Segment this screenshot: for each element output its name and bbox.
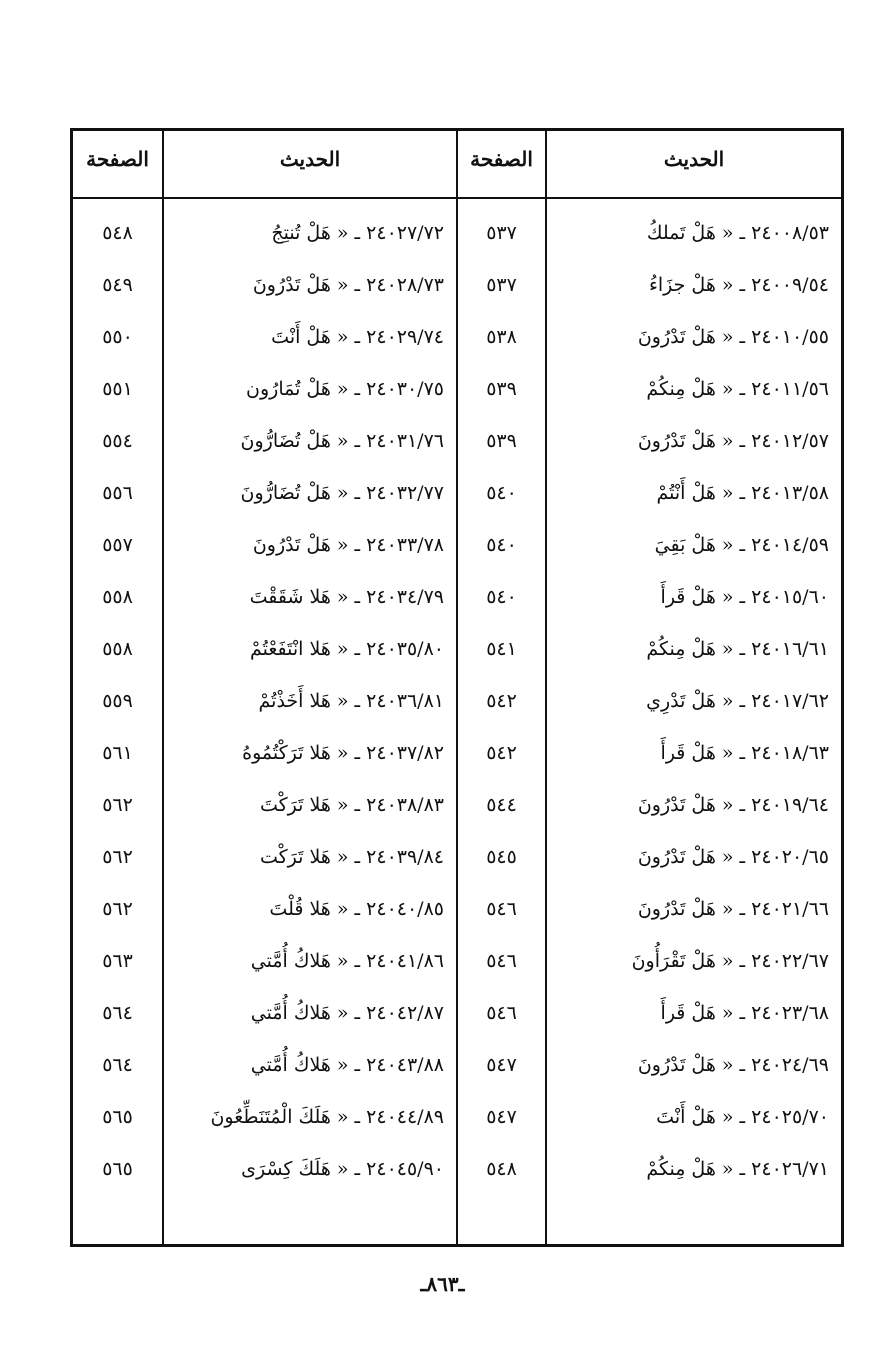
table-row xyxy=(73,779,841,831)
left-hadith-entry: ٢٤٠٣٩/٨٤ ـ « هَلا تَرَكْت xyxy=(259,846,444,868)
left-hadith-entry: ٢٤٠٣١/٧٦ ـ « هَلْ تُضَارُّونَ xyxy=(240,430,444,452)
table-row xyxy=(73,935,841,987)
right-hadith-entry: ٢٤٠٠٨/٥٣ ـ « هَلْ تَملكُ xyxy=(646,222,829,244)
right-page-number: ٥٤٦ xyxy=(486,1002,517,1024)
table-row xyxy=(73,623,841,675)
right-hadith-entry: ٢٤٠٢٢/٦٧ ـ « هَلْ تَقْرَأُونَ xyxy=(631,950,829,972)
right-page-number: ٥٤١ xyxy=(486,638,517,660)
right-hadith-entry: ٢٤٠١٣/٥٨ ـ « هَلْ أَنْتُمْ xyxy=(656,482,829,504)
right-hadith-entry: ٢٤٠٢٤/٦٩ ـ « هَلْ تَدْرُونَ xyxy=(637,1054,829,1076)
left-hadith-header: الحديث xyxy=(279,147,341,171)
right-page-number: ٥٤٨ xyxy=(486,1158,517,1180)
right-page-number: ٥٤٤ xyxy=(486,794,517,816)
right-page-number: ٥٤٠ xyxy=(486,482,517,504)
right-hadith-entry: ٢٤٠١٨/٦٣ ـ « هَلْ قَرأَ xyxy=(660,742,829,764)
hadith-index-table xyxy=(70,128,844,1247)
left-page-number: ٥٦٢ xyxy=(102,898,133,920)
right-hadith-entry: ٢٤٠٢١/٦٦ ـ « هَلْ تَدْرُونَ xyxy=(637,898,829,920)
right-page-number: ٥٤٧ xyxy=(486,1054,517,1076)
table-row xyxy=(73,883,841,935)
right-page-number: ٥٤٠ xyxy=(486,534,517,556)
left-hadith-entry: ٢٤٠٣٢/٧٧ ـ « هَلْ تُضَارُّونَ xyxy=(240,482,444,504)
left-page-header: الصفحة xyxy=(86,147,149,171)
left-page-number: ٥٦٢ xyxy=(102,794,133,816)
left-hadith-entry: ٢٤٠٢٧/٧٢ ـ « هَلْ تُنتِجُ xyxy=(271,222,444,244)
left-hadith-entry: ٢٤٠٤٢/٨٧ ـ « هَلاكُ أُمَّتي xyxy=(250,1002,444,1024)
left-page-number: ٥٦٥ xyxy=(102,1106,133,1128)
left-page-number: ٥٥٨ xyxy=(102,586,133,608)
right-hadith-entry: ٢٤٠١٩/٦٤ ـ « هَلْ تَدْرُونَ xyxy=(637,794,829,816)
table-row xyxy=(73,363,841,415)
table-row xyxy=(73,675,841,727)
table-row xyxy=(73,1039,841,1091)
right-page-number: ٥٣٧ xyxy=(486,274,517,296)
table-row xyxy=(73,831,841,883)
right-hadith-entry: ٢٤٠٢٥/٧٠ ـ « هَلْ أَنْتَ xyxy=(656,1106,829,1128)
right-hadith-header: الحديث xyxy=(663,147,725,171)
left-page-number: ٥٦٣ xyxy=(102,950,133,972)
right-hadith-entry: ٢٤٠١٦/٦١ ـ « هَلْ مِنكُمْ xyxy=(646,638,829,660)
left-page-number: ٥٥٤ xyxy=(102,430,133,452)
right-page-number: ٥٣٨ xyxy=(486,326,517,348)
left-hadith-entry: ٢٤٠٤٤/٨٩ ـ « هَلَكَ الْمُتَنَطِّعُونَ xyxy=(210,1106,444,1128)
header-divider xyxy=(73,197,841,199)
table-row xyxy=(73,519,841,571)
left-hadith-entry: ٢٤٠٣٠/٧٥ ـ « هَلْ تُمَارُون xyxy=(246,378,444,400)
right-page-number: ٥٤٢ xyxy=(486,690,517,712)
left-hadith-entry: ٢٤٠٣٧/٨٢ ـ « هَلا تَرَكْتُمُوهُ xyxy=(242,742,444,764)
table-row xyxy=(73,467,841,519)
right-hadith-entry: ٢٤٠٢٦/٧١ ـ « هَلْ مِنكُمْ xyxy=(646,1158,829,1180)
right-page-number: ٥٤٥ xyxy=(486,846,517,868)
left-page-number: ٥٥٩ xyxy=(102,690,133,712)
table-row xyxy=(73,311,841,363)
left-hadith-entry: ٢٤٠٤٠/٨٥ ـ « هَلا قُلْتَ xyxy=(269,898,444,920)
left-hadith-entry: ٢٤٠٣٥/٨٠ ـ « هَلا انْتَفَعْتُمْ xyxy=(249,638,444,660)
left-page-number: ٥٦٥ xyxy=(102,1158,133,1180)
left-page-number: ٥٥٦ xyxy=(102,482,133,504)
left-page-number: ٥٦١ xyxy=(102,742,133,764)
right-hadith-entry: ٢٤٠٢٠/٦٥ ـ « هَلْ تَدْرُونَ xyxy=(637,846,829,868)
left-page-number: ٥٦٤ xyxy=(102,1002,133,1024)
left-hadith-entry: ٢٤٠٣٣/٧٨ ـ « هَلْ تَدْرُونَ xyxy=(252,534,444,556)
left-hadith-entry: ٢٤٠٣٤/٧٩ ـ « هَلا شَقَقْتَ xyxy=(249,586,444,608)
right-hadith-entry: ٢٤٠٠٩/٥٤ ـ « هَلْ جزَاءُ xyxy=(648,274,829,296)
right-hadith-entry: ٢٤٠١٠/٥٥ ـ « هَلْ تَدْرُونَ xyxy=(637,326,829,348)
right-hadith-entry: ٢٤٠١٤/٥٩ ـ « هَلْ بَقِيَ xyxy=(654,534,829,556)
left-page-number: ٥٤٨ xyxy=(102,222,133,244)
left-hadith-entry: ٢٤٠٣٨/٨٣ ـ « هَلا تَرَكْتَ xyxy=(259,794,444,816)
table-row xyxy=(73,259,841,311)
left-hadith-entry: ٢٤٠٢٩/٧٤ ـ « هَلْ أَنْتَ xyxy=(271,326,444,348)
right-page-number: ٥٣٩ xyxy=(486,430,517,452)
right-hadith-entry: ٢٤٠١٢/٥٧ ـ « هَلْ تَدْرُونَ xyxy=(637,430,829,452)
right-page-number: ٥٤٠ xyxy=(486,586,517,608)
right-page-number: ٥٤٢ xyxy=(486,742,517,764)
left-hadith-entry: ٢٤٠٢٨/٧٣ ـ « هَلْ تَدْرُونَ xyxy=(252,274,444,296)
right-page-number: ٥٤٦ xyxy=(486,950,517,972)
left-page-number: ٥٥٠ xyxy=(102,326,133,348)
right-page-number: ٥٤٦ xyxy=(486,898,517,920)
left-page-number: ٥٥٨ xyxy=(102,638,133,660)
right-page-number: ٥٤٧ xyxy=(486,1106,517,1128)
right-page-number: ٥٣٧ xyxy=(486,222,517,244)
page-number: ـ٨٦٣ـ xyxy=(420,1272,465,1296)
table-row xyxy=(73,415,841,467)
left-page-number: ٥٥٧ xyxy=(102,534,133,556)
left-hadith-entry: ٢٤٠٤١/٨٦ ـ « هَلاكُ أُمَّتي xyxy=(250,950,444,972)
table-row xyxy=(73,207,841,259)
table-row xyxy=(73,727,841,779)
right-hadith-entry: ٢٤٠١١/٥٦ ـ « هَلْ مِنكُمْ xyxy=(646,378,829,400)
right-page-number: ٥٣٩ xyxy=(486,378,517,400)
table-row xyxy=(73,571,841,623)
left-hadith-entry: ٢٤٠٤٥/٩٠ ـ « هَلَكَ كِسْرَى xyxy=(241,1158,444,1180)
table-row xyxy=(73,1091,841,1143)
table-row xyxy=(73,1143,841,1195)
left-page-number: ٥٤٩ xyxy=(102,274,133,296)
right-hadith-entry: ٢٤٠٢٣/٦٨ ـ « هَلْ قَرأَ xyxy=(660,1002,829,1024)
right-page-header: الصفحة xyxy=(470,147,533,171)
left-page-number: ٥٦٢ xyxy=(102,846,133,868)
right-hadith-entry: ٢٤٠١٧/٦٢ ـ « هَلْ تَدْرِي xyxy=(646,690,829,712)
right-hadith-entry: ٢٤٠١٥/٦٠ ـ « هَلْ قَرأَ xyxy=(660,586,829,608)
left-page-number: ٥٥١ xyxy=(102,378,133,400)
left-hadith-entry: ٢٤٠٣٦/٨١ ـ « هَلا أَخَذْتُمْ xyxy=(258,690,444,712)
left-page-number: ٥٦٤ xyxy=(102,1054,133,1076)
table-row xyxy=(73,987,841,1039)
left-hadith-entry: ٢٤٠٤٣/٨٨ ـ « هَلاكُ أُمَّتي xyxy=(250,1054,444,1076)
